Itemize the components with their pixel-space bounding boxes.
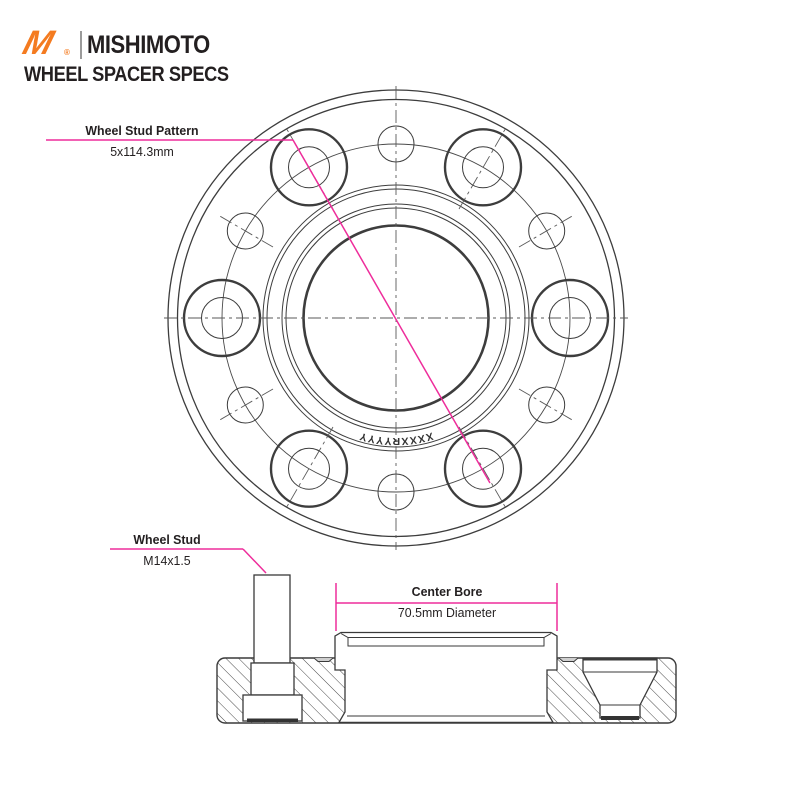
wheel-stud-section bbox=[243, 575, 302, 722]
oring-groove-left bbox=[314, 658, 333, 662]
wheel-stud-pattern-label: Wheel Stud Pattern bbox=[85, 123, 199, 138]
mishimoto-m-logo-icon: M bbox=[18, 24, 56, 62]
center-bore-label: Center Bore bbox=[411, 584, 483, 599]
wheel-stud-value: M14x1.5 bbox=[143, 553, 191, 568]
center-bore-value: 70.5mm Diameter bbox=[397, 605, 497, 620]
wheel-stud-pattern-value: 5x114.3mm bbox=[110, 144, 174, 159]
engraving-text: XXXXRYYYY bbox=[357, 429, 435, 448]
wheel-stud-label: Wheel Stud bbox=[133, 532, 201, 547]
oring-groove-right bbox=[559, 658, 578, 662]
registered-trademark-icon: ® bbox=[64, 48, 70, 57]
page-title: WHEEL SPACER SPECS bbox=[24, 63, 229, 86]
logo-separator bbox=[80, 31, 82, 59]
brand-name: MISHIMOTO bbox=[87, 31, 210, 59]
side-view-drawing bbox=[110, 549, 676, 723]
